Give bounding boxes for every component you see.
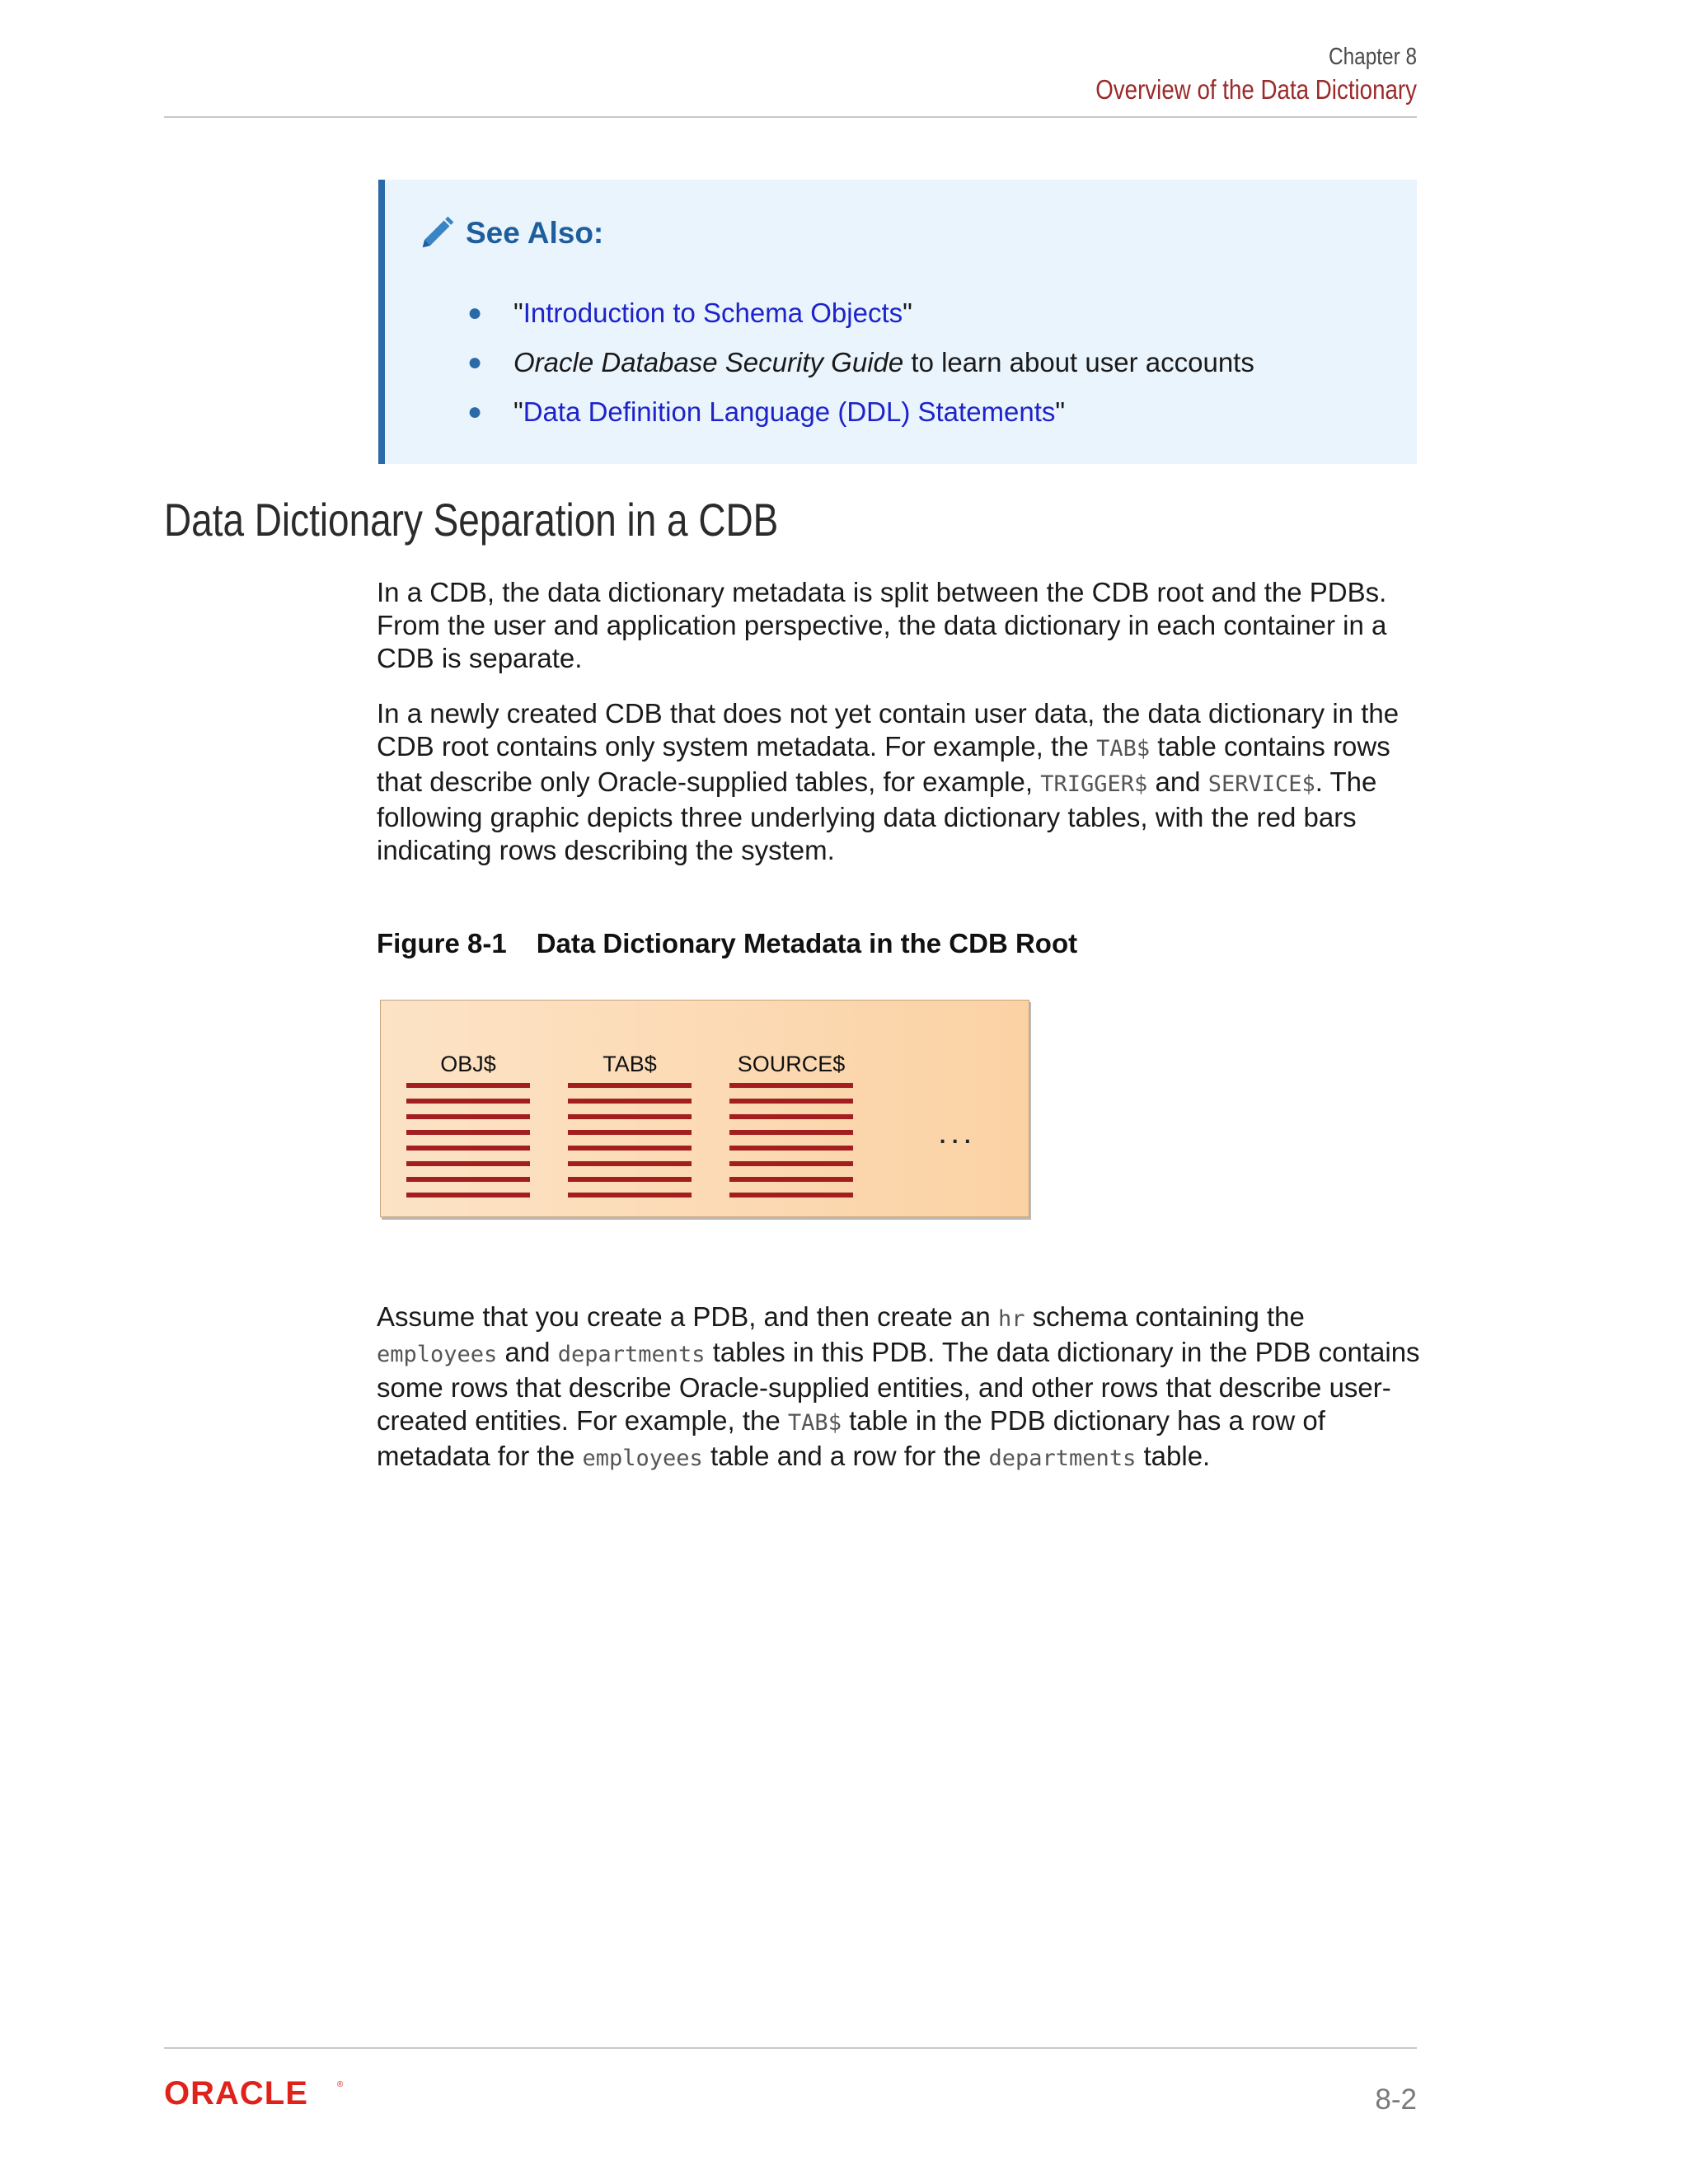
- page-number: 8-2: [1375, 2083, 1417, 2116]
- paragraph-1: In a CDB, the data dictionary metadata is split between the CDB root and the PDBs. From the user and application perspective, the data dictionary in each container in a CDB is separate.: [377, 577, 1387, 673]
- dictionary-table-obj: [406, 1050, 530, 1208]
- header-chapter: Chapter 8: [1329, 44, 1417, 70]
- text-run: table.: [1136, 1441, 1211, 1471]
- bullet-icon: ●: [467, 398, 483, 425]
- row-bar: [568, 1193, 692, 1197]
- row-bar: [729, 1146, 853, 1151]
- row-bar: [406, 1161, 530, 1166]
- link-introduction-to-schema-objects[interactable]: Introduction to Schema Objects: [523, 298, 903, 328]
- row-bar: [568, 1161, 692, 1166]
- table-label: OBJ$: [440, 1052, 496, 1076]
- svg-text:®: ®: [337, 2080, 344, 2089]
- row-bar: [406, 1193, 530, 1197]
- header-section-title: Overview of the Data Dictionary: [1095, 74, 1417, 105]
- see-also-note: [378, 180, 1417, 464]
- figure-number: Figure 8-1: [377, 928, 507, 958]
- text-run: schema containing the: [1025, 1301, 1305, 1332]
- figure-title: Data Dictionary Metadata in the CDB Root: [536, 928, 1078, 958]
- section-heading: Data Dictionary Separation in a CDB: [164, 494, 779, 546]
- see-also-list: [467, 288, 1254, 437]
- row-bar: [568, 1099, 692, 1104]
- dictionary-table-source: [729, 1050, 853, 1208]
- text-run: table in the PDB dictionary has a row of metadata for the: [377, 1405, 1325, 1471]
- code-term: TAB$: [1096, 736, 1151, 762]
- book-title-security-guide: Oracle Database Security Guide: [513, 347, 904, 377]
- row-bar: [729, 1161, 853, 1166]
- code-term: employees: [582, 1446, 703, 1471]
- row-bar: [568, 1146, 692, 1151]
- row-bar: [729, 1177, 853, 1182]
- quote-close: ": [903, 298, 912, 328]
- text-run: . The following graphic depicts three underlying data dictionary tables, with the red bars indicating rows describing the system.: [377, 766, 1377, 865]
- table-label: SOURCE$: [737, 1052, 846, 1076]
- oracle-logo-mark: [164, 2077, 354, 2110]
- table-rows: [568, 1083, 692, 1197]
- row-bar: [406, 1083, 530, 1088]
- quote-close: ": [1055, 396, 1066, 427]
- row-bar: [729, 1099, 853, 1104]
- text-run: and: [497, 1337, 558, 1367]
- code-term: hr: [997, 1306, 1025, 1332]
- text-run: table and a row for the: [702, 1441, 989, 1471]
- oracle-logo: [164, 2077, 354, 2114]
- text-run: In a newly created CDB that does not yet contain user data, the data dictionary in the CDB root contains only system metadata. For example, the: [377, 698, 1400, 762]
- see-also-item-text: to learn about user accounts: [903, 347, 1254, 377]
- code-term: departments: [557, 1342, 706, 1367]
- row-bar: [729, 1130, 853, 1135]
- figure-caption: [377, 928, 1077, 959]
- header-divider: [164, 116, 1417, 118]
- running-header: [1034, 41, 1417, 107]
- row-bar: [568, 1114, 692, 1119]
- table-rows: [406, 1083, 530, 1197]
- footer-divider: [164, 2047, 1417, 2049]
- data-dictionary-figure: [380, 1000, 1029, 1217]
- see-also-item: [467, 288, 1254, 338]
- table-rows: [729, 1083, 853, 1197]
- row-bar: [729, 1114, 853, 1119]
- quote-open: ": [513, 396, 523, 427]
- bullet-icon: ●: [467, 349, 483, 376]
- row-bar: [568, 1083, 692, 1088]
- text-run: table contains rows that describe only Oracle-supplied tables, for example,: [377, 731, 1390, 797]
- see-also-item: [467, 338, 1254, 387]
- see-also-item: [467, 387, 1254, 437]
- ellipsis: ...: [938, 1114, 976, 1151]
- link-ddl-statements[interactable]: Data Definition Language (DDL) Statements: [523, 396, 1056, 427]
- table-label: TAB$: [603, 1052, 657, 1076]
- row-bar: [406, 1177, 530, 1182]
- row-bar: [406, 1146, 530, 1151]
- svg-text:ORACLE: ORACLE: [164, 2077, 308, 2110]
- bullet-icon: ●: [467, 299, 483, 326]
- pencil-icon: [418, 214, 456, 252]
- paragraph-2: [377, 697, 1423, 867]
- see-also-title: See Also:: [466, 216, 604, 250]
- row-bar: [406, 1114, 530, 1119]
- code-term: SERVICE$: [1207, 771, 1315, 797]
- quote-open: ": [513, 298, 523, 328]
- see-also-heading: [418, 214, 603, 252]
- row-bar: [729, 1193, 853, 1197]
- text-run: Assume that you create a PDB, and then create an: [377, 1301, 998, 1332]
- row-bar: [406, 1130, 530, 1135]
- code-term: employees: [377, 1342, 498, 1367]
- row-bar: [568, 1130, 692, 1135]
- code-term: TAB$: [787, 1410, 842, 1436]
- row-bar: [729, 1083, 853, 1088]
- dictionary-table-tab: [568, 1050, 692, 1208]
- code-term: TRIGGER$: [1040, 771, 1148, 797]
- paragraph-3: [377, 1301, 1423, 1475]
- text-run: and: [1147, 766, 1208, 797]
- code-term: departments: [988, 1446, 1137, 1471]
- text-run: tables in this PDB. The data dictionary in the PDB contains some rows that describe Oracle-supplied entities, and other rows that describe user-created entities. For example, the: [377, 1337, 1420, 1436]
- row-bar: [568, 1177, 692, 1182]
- row-bar: [406, 1099, 530, 1104]
